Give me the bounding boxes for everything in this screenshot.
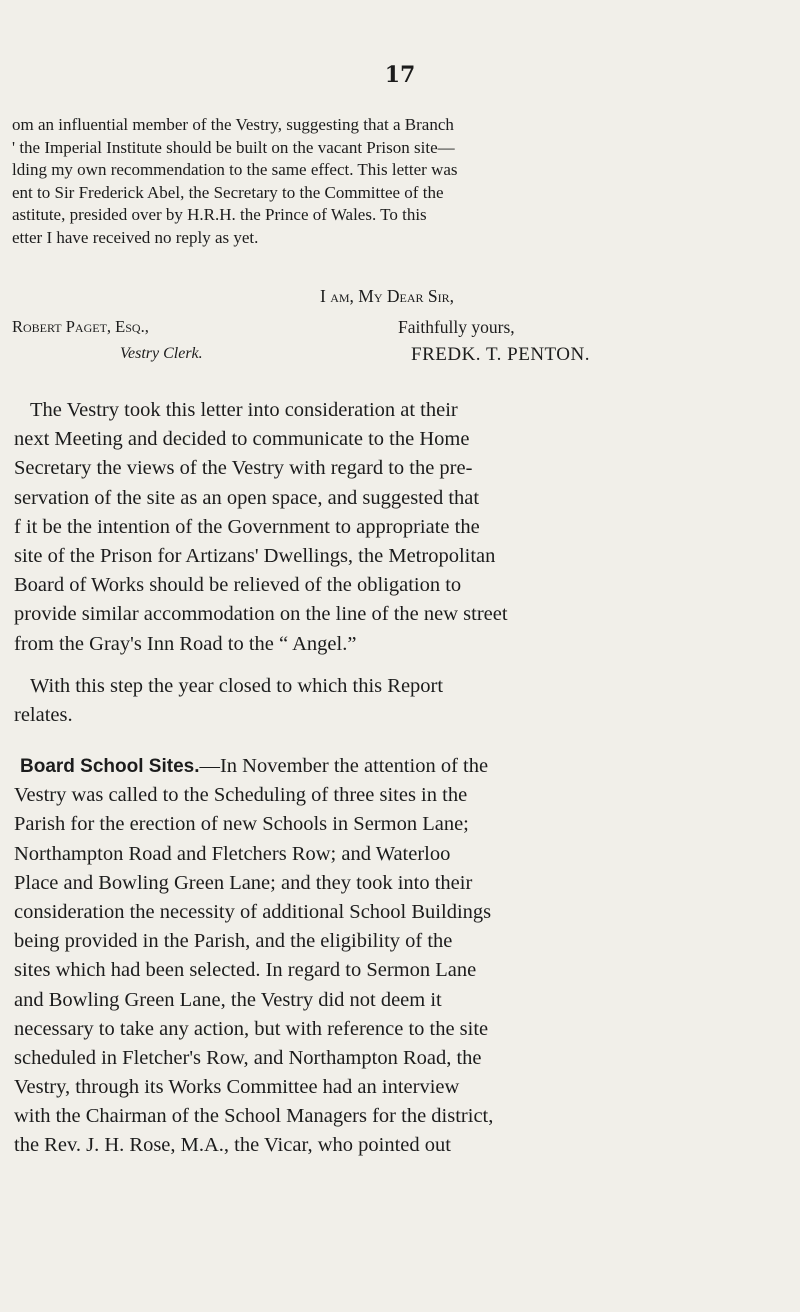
paragraph-first-line bbox=[14, 752, 784, 781]
paragraph-line: Secretary the views of the Vestry with regard to the pre- bbox=[14, 457, 473, 480]
addressee-name: Robert Paget, Esq., bbox=[12, 317, 149, 336]
paragraph-line: Place and Bowling Green Lane; and they took into their bbox=[14, 871, 473, 894]
paragraph-line: being provided in the Parish, and the eligibility of the bbox=[14, 930, 453, 953]
signature: FREDK. T. PENTON. bbox=[411, 344, 590, 365]
section-heading: Board School Sites. bbox=[20, 756, 200, 777]
paragraph-line: Vestry, through its Works Committee had an interview bbox=[14, 1076, 460, 1099]
paragraph-year-closed bbox=[14, 672, 784, 730]
paragraph-line: With this step the year closed to which this Report bbox=[30, 675, 444, 697]
paragraph-line: sites which had been selected. In regard to Sermon Lane bbox=[14, 959, 477, 982]
paragraph-line: consideration the necessity of additional School Buildings bbox=[14, 900, 492, 923]
paragraph-line: site of the Prison for Artizans' Dwellings, the Metropolitan bbox=[14, 544, 496, 567]
paragraph-line: scheduled in Fletcher's Row, and Northampton Road, the bbox=[14, 1046, 482, 1069]
paragraph-line: —In November the attention of the bbox=[199, 755, 489, 777]
letter-line: lding my own recommendation to the same effect. This letter was bbox=[12, 160, 458, 179]
letter-line: ' the Imperial Institute should be built on the vacant Prison site— bbox=[12, 137, 455, 157]
paragraph-line: Vestry was called to the Scheduling of three sites in the bbox=[14, 784, 468, 807]
paragraph-line: servation of the site as an open space, and suggested that bbox=[14, 486, 480, 509]
paragraph-line: provide similar accommodation on the line of the new street bbox=[14, 603, 508, 626]
page-number: 17 bbox=[384, 62, 416, 88]
paragraph-line: relates. bbox=[14, 704, 73, 727]
paragraph-line: The Vestry took this letter into consideration at their bbox=[30, 399, 458, 421]
addressee-title: Vestry Clerk. bbox=[120, 345, 203, 362]
salutation: I am, My Dear Sir, bbox=[320, 286, 455, 306]
letter-line: ent to Sir Frederick Abel, the Secretary to the Committee of the bbox=[12, 182, 444, 202]
letter-line: etter I have received no reply as yet. bbox=[12, 227, 259, 247]
letter-line: astitute, presided over by H.R.H. the Prince of Wales. To this bbox=[12, 205, 427, 224]
letter-line: om an influential member of the Vestry, suggesting that a Branch bbox=[12, 115, 454, 134]
paragraph-line: with the Chairman of the School Managers for the district, bbox=[14, 1105, 494, 1128]
paragraph-line: f it be the intention of the Government to appropriate the bbox=[14, 515, 480, 538]
paragraph-line: Parish for the erection of new Schools in Sermon Lane; bbox=[14, 813, 469, 836]
paragraph-line: next Meeting and decided to communicate to the Home bbox=[14, 428, 470, 451]
paragraph-line: and Bowling Green Lane, the Vestry did not deem it bbox=[14, 988, 442, 1011]
paragraph-line: Northampton Road and Fletchers Row; and Waterloo bbox=[14, 842, 451, 865]
paragraph-line: necessary to take any action, but with reference to the site bbox=[14, 1017, 489, 1040]
letter-body bbox=[12, 114, 782, 249]
paragraph-line: the Rev. J. H. Rose, M.A., the Vicar, who pointed out bbox=[14, 1134, 451, 1157]
paragraph-line: from the Gray's Inn Road to the “ Angel.” bbox=[14, 632, 357, 655]
paragraph-line: Board of Works should be relieved of the obligation to bbox=[14, 574, 462, 597]
paragraph-board-school-sites bbox=[14, 752, 784, 1161]
paragraph-vestry-consideration bbox=[14, 396, 784, 659]
valediction: Faithfully yours, bbox=[398, 317, 515, 337]
